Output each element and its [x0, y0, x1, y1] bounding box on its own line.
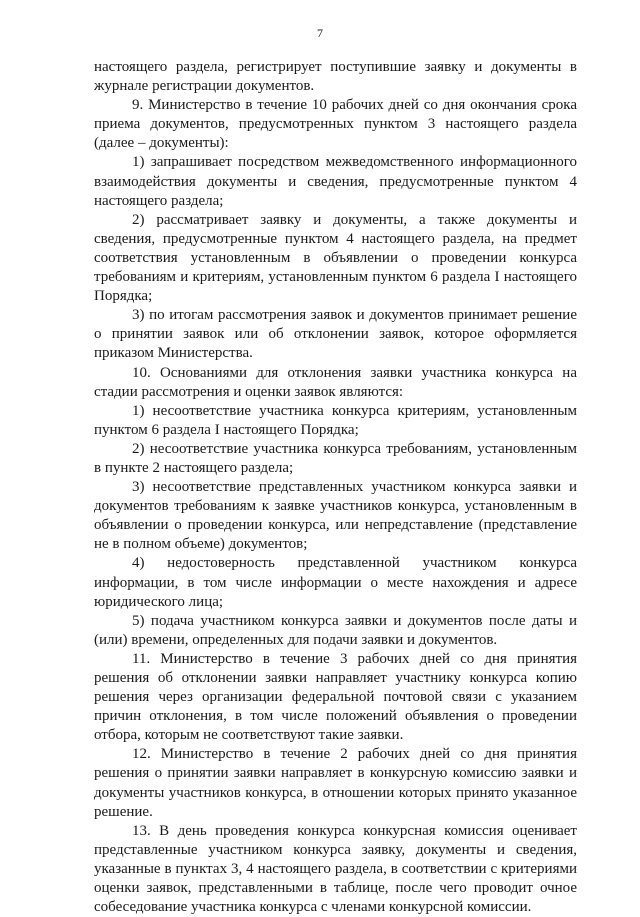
- paragraph-clause-12: 12. Министерство в течение 2 рабочих дней со дня принятия решения о принятии заявки направляет в конкурсную комиссию заявки и документы участников конкурса, в отношении которых принято указанное решение.: [94, 746, 577, 820]
- paragraph-clause-10-item-1: 1) несоответствие участника конкурса критериям, установленным пунктом 6 раздела I настоящего Порядка;: [94, 402, 577, 438]
- paragraph-clause-10-item-4: 4) недостоверность представленной участником конкурса информации, в том числе информации о месте нахождения и адресе юридического лица;: [94, 555, 577, 610]
- paragraph-clause-9-item-3: 3) по итогам рассмотрения заявок и документов принимает решение о принятии заявок или об отклонении заявок, которое оформляется приказом Министерства.: [94, 307, 577, 362]
- paragraph-clause-10: 10. Основаниями для отклонения заявки участника конкурса на стадии рассмотрения и оценки заявок являются:: [94, 364, 577, 400]
- paragraph-clause-9: 9. Министерство в течение 10 рабочих дней со дня окончания срока приема документов, предусмотренных пунктом 3 настоящего раздела (далее – документы):: [94, 97, 577, 152]
- paragraph-clause-13: 13. В день проведения конкурса конкурсная комиссия оценивает представленные участником конкурса заявку, документы и сведения, указанные в пунктах 3, 4 настоящего раздела, в соответствии с критериями оценки заявок, представленными в таблице, после чего проводит очное собеседование участника конкурса с членами конкурсной комиссии.: [94, 822, 577, 916]
- paragraph-clause-10-item-5: 5) подача участником конкурса заявки и документов после даты и (или) времени, определенных для подачи заявки и документов.: [94, 612, 577, 648]
- paragraph-clause-10-item-2: 2) несоответствие участника конкурса требованиям, установленным в пункте 2 настоящего раздела;: [94, 440, 577, 476]
- paragraph-clause-9-item-2: 2) рассматривает заявку и документы, а также документы и сведения, предусмотренные пунктом 4 настоящего раздела, на предмет соответствия установленным в объявлении о проведении конкурса требованиям и критериям, установленным пунктом 6 раздела I настоящего Порядка;: [94, 211, 577, 305]
- paragraph-clause-9-item-1: 1) запрашивает посредством межведомственного информационного взаимодействия документы и сведения, предусмотренные пунктом 4 настоящего раздела;: [94, 154, 577, 209]
- page-number: 7: [317, 26, 323, 40]
- paragraph-clause-11: 11. Министерство в течение 3 рабочих дней со дня принятия решения об отклонении заявки направляет участнику конкурса копию решения через организации федеральной почтовой связи с указанием причин отклонения, в том числе положений объявления о проведении отбора, которым не соответствуют такие заявки.: [94, 650, 577, 744]
- document-body: [94, 58, 577, 917]
- paragraph-continuation: настоящего раздела, регистрирует поступившие заявку и документы в журнале регистрации документов.: [94, 59, 577, 95]
- paragraph-clause-10-item-3: 3) несоответствие представленных участником конкурса заявки и документов требованиям к заявке участников конкурса, установленным в объявлении о проведении конкурса, или непредставление (представление не в полном объеме) документов;: [94, 479, 577, 553]
